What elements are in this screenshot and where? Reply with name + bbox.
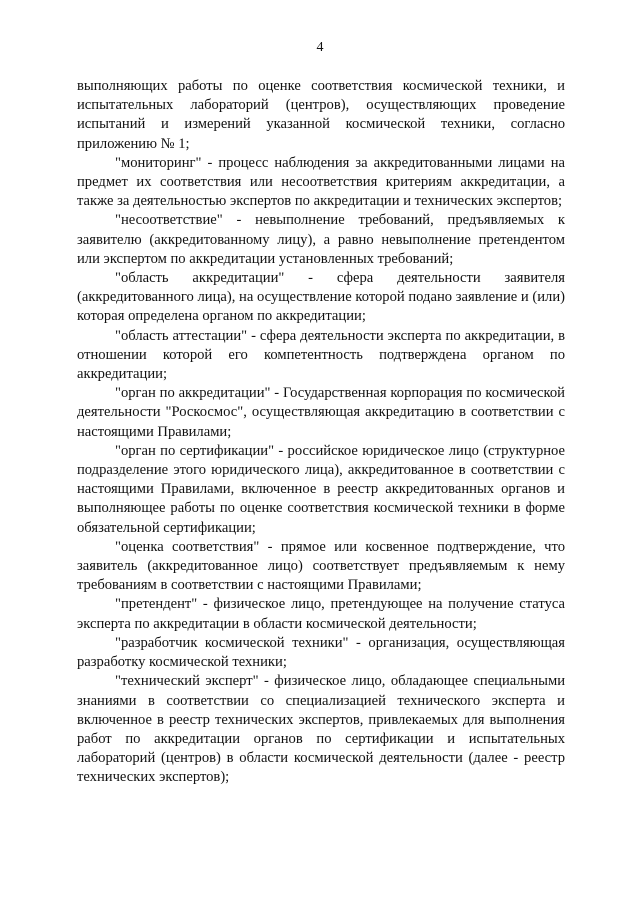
- paragraph-continuation: выполняющих работы по оценке соответствия космической техники, и испытательных лабораторий (центров), осуществляющих проведение испытаний и измерений указанной космической техники, согласно приложению № 1;: [77, 78, 565, 152]
- definition-technical-expert: "технический эксперт" - физическое лицо, обладающее специальными знаниями в соответствии со специализацией технического эксперта и включенное в реестр технических экспертов, привлекаемых для выполнения работ по аккредитации органов по сертификации и испытательных лабораторий (центров) в области космической деятельности (далее - реестр технических экспертов);: [77, 673, 565, 786]
- definition-nonconformity: "несоответствие" - невыполнение требований, предъявляемых к заявителю (аккредитованному лицу), а равно невыполнение претендентом или экспертом по аккредитации установленных требований;: [77, 212, 565, 267]
- definition-accreditation-scope: "область аккредитации" - сфера деятельности заявителя (аккредитованного лица), на осуществление которой подано заявление и (или) которая определена органом по аккредитации;: [77, 270, 565, 325]
- document-body: [77, 77, 565, 788]
- definition-applicant: "претендент" - физическое лицо, претендующее на получение статуса эксперта по аккредитации в области космической деятельности;: [77, 596, 565, 632]
- page-number: 4: [316, 40, 324, 55]
- definition-accreditation-body: "орган по аккредитации" - Государственная корпорация по космической деятельности "Роскосмос", осуществляющая аккредитацию в соответствии с настоящими Правилами;: [77, 385, 565, 440]
- definition-attestation-scope: "область аттестации" - сфера деятельности эксперта по аккредитации, в отношении которой его компетентность подтверждена органом по аккредитации;: [77, 327, 565, 383]
- definition-monitoring: "мониторинг" - процесс наблюдения за аккредитованными лицами на предмет их соответствия или несоответствия критериям аккредитации, а также за деятельностью экспертов по аккредитации и технических экспертов;: [77, 154, 565, 210]
- definition-conformity-assessment: "оценка соответствия" - прямое или косвенное подтверждение, что заявитель (аккредитованное лицо) соответствует предъявляемым к нему требованиям в соответствии с настоящими Правилами;: [77, 538, 565, 594]
- definition-certification-body: "орган по сертификации" - российское юридическое лицо (структурное подразделение этого юридического лица), аккредитованное в соответствии с настоящими Правилами, включенное в реестр аккредитованных органов и выполняющее работы по оценке соответствия космической техники в форме обязательной сертификации;: [77, 442, 565, 536]
- definition-space-tech-developer: "разработчик космической техники" - организация, осуществляющая разработку космической техники;: [77, 634, 565, 671]
